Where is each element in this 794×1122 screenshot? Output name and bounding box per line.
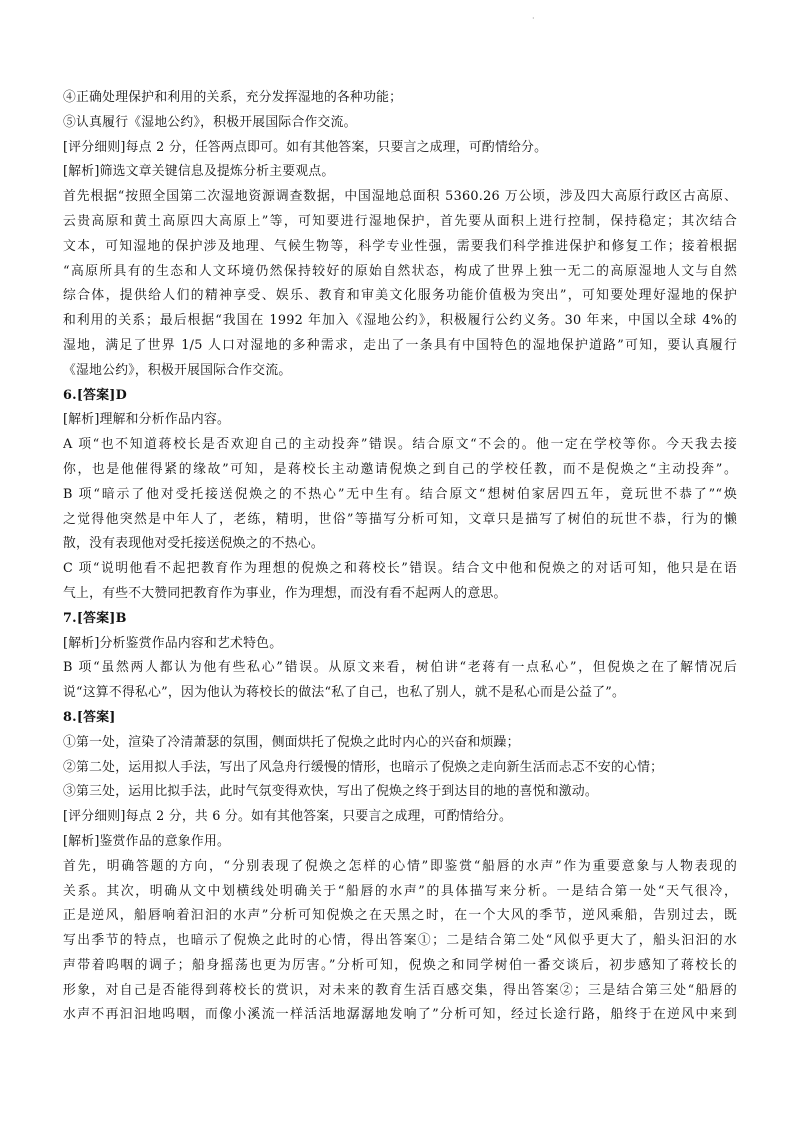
text-line: 水声不再汩汩地呜咽，而像小溪流一样活活地潺潺地发响了”分析可知，经过长途行路，船终于在逆风中来到 (63, 1007, 737, 1023)
text-line: ④正确处理保护和利用的关系，充分发挥湿地的各种功能； (63, 90, 403, 105)
text-line: 文本，可知湿地的保护涉及地理、气候生物等，科学专业性强，需要我们科学推进保护和修复工作；接着根据 (63, 238, 737, 254)
text-line: 湿地，满足了世界 1/5 人口对湿地的多种需求，走出了一条具有中国特色的湿地保护道路”可知，要认真履行 (63, 337, 737, 353)
text-line: 气上，有些不大赞同把教育作为事业，作为理想，而没有看不起两人的意思。 (63, 585, 507, 601)
text-line: A 项“也不知道蒋校长是否欢迎自己的主动投奔”错误。结合原文“不会的。他一定在学校等你。今天我去接 (63, 437, 737, 453)
text-line: [解析]筛选文章关键信息及提炼分析主要观点。 (63, 164, 335, 180)
text-line: 写出季节的特点，也暗示了倪焕之此时的心情，得出答案①；二是结合第二处“风似乎更大了，船头汩汩的水 (63, 933, 737, 949)
text-line: B 项“虽然两人都认为他有些私心”错误。从原文来看，树伯讲“老蒋有一点私心”，但倪焕之在了解情况后 (63, 660, 737, 676)
text-line: 声带着呜咽的调子；船身摇荡也更为厉害。”分析可知，倪焕之和同学树伯一番交谈后，初步感知了蒋校长的 (63, 957, 737, 973)
text-line: 你，也是他催得紧的缘故”可知，是蒋校长主动邀请倪焕之到自己的学校任教，而不是倪焕之“主动投奔”。 (63, 461, 737, 477)
text-line: [解析]分析鉴赏作品内容和艺术特色。 (63, 635, 283, 651)
text-line: 首先根据“按照全国第二次湿地资源调查数据，中国湿地总面积 5360.26 万公顷，涉及四大高原行政区古高原、 (63, 189, 737, 205)
text-line: ②第二处，运用拟人手法，写出了风急舟行缓慢的情形，也暗示了倪焕之走向新生活而忐忑不安的心情； (63, 759, 664, 775)
answer-heading-line: 7.[答案]B (63, 610, 127, 626)
text-line: 说“这算不得私心”，因为他认为蒋校长的做法“私了自己，也私了别人，就不是私心而是公益了”。 (63, 685, 626, 701)
document-body (63, 86, 737, 1028)
text-line: “高原所具有的生态和人文环境仍然保持较好的原始自然状态，构成了世界上独一无二的高原湿地人文与自然 (63, 263, 737, 279)
text-line: 云贵高原和黄土高原四大高原上”等，可知要进行湿地保护，首先要从面积上进行控制，保持稳定；其次结合 (63, 213, 737, 229)
top-mark: · (532, 14, 535, 23)
text-line: [解析]鉴赏作品的意象作用。 (63, 833, 231, 849)
text-line: 之觉得他突然是中年人了，老练，精明，世俗”等描写分析可知，文章只是描写了树伯的玩世不恭，行为的懒 (63, 511, 737, 527)
text-line: ⑤认真履行《湿地公约》，积极开展国际合作交流。 (63, 114, 357, 130)
text-line: 和利用的关系；最后根据“我国在 1992 年加入《湿地公约》，积极履行公约义务。30 年来，中国以全球 4%的 (63, 313, 737, 329)
answer-heading-line: 6.[答案]D (63, 387, 127, 403)
text-line: 形象，对自己是否能得到蒋校长的赏识，对未来的教育生活百感交集，得出答案②；三是结合第三处“船唇的 (63, 982, 737, 998)
answer-heading-line: 8.[答案] (63, 709, 116, 725)
text-line: 关系。其次，明确从文中划横线处明确关于“船唇的水声”的具体描写来分析。一是结合第一处“天气很冷， (63, 883, 737, 899)
text-line: ①第一处，渲染了冷清萧瑟的氛围，侧面烘托了倪焕之此时内心的兴奋和烦躁； (63, 734, 520, 750)
text-line: [解析]理解和分析作品内容。 (63, 412, 231, 428)
text-line: 首先，明确答题的方向，“分别表现了倪焕之怎样的心情”即鉴赏“船唇的水声”作为重要意象与人物表现的 (63, 858, 737, 874)
text-line: C 项“说明他看不起把教育作为理想的倪焕之和蒋校长”错误。结合文中他和倪焕之的对话可知，他只是在语 (63, 561, 737, 577)
text-line: 正是逆风，船唇响着汩汩的水声”分析可知倪焕之在天黑之时，在一个大风的季节，逆风乘船，告别过去，既 (63, 908, 737, 924)
text-line: B 项“暗示了他对受托接送倪焕之的不热心”无中生有。结合原文“想树伯家居四五年，竟玩世不恭了”“焕 (63, 486, 737, 502)
text-line: 散，没有表现他对受托接送倪焕之的不热心。 (63, 536, 324, 552)
text-line: ③第三处，运用比拟手法，此时气氛变得欢快，写出了倪焕之终于到达目的地的喜悦和激动。 (63, 784, 598, 800)
text-line: 《湿地公约》，积极开展国际合作交流。 (63, 362, 292, 378)
text-line: 综合体，提供给人们的精神享受、娱乐、教育和审美文化服务功能价值极为突出”，可知要处理好湿地的保护 (63, 288, 737, 304)
text-line: [评分细则]每点 2 分，任答两点即可。如有其他答案，只要言之成理，可酌情给分。 (63, 139, 548, 155)
text-line: [评分细则]每点 2 分，共 6 分。如有其他答案，只要言之成理，可酌情给分。 (63, 809, 512, 825)
